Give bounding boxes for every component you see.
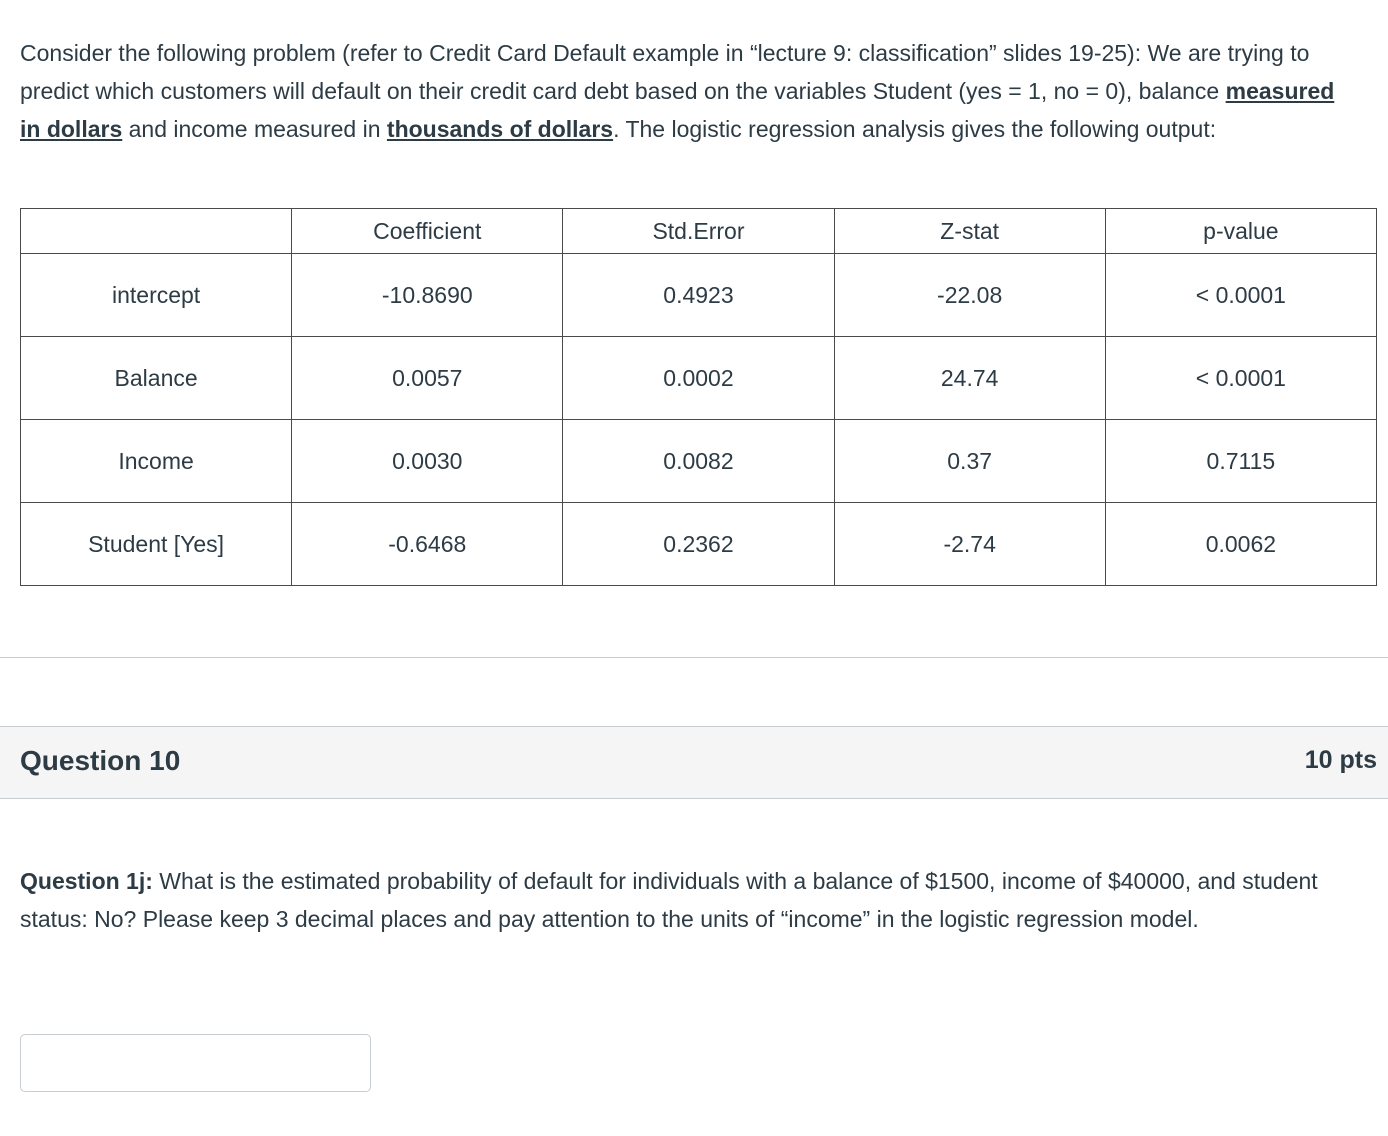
- problem-description: [20, 34, 1350, 148]
- header-cell-coefficient: Coefficient: [292, 209, 563, 254]
- row-label: Student [Yes]: [21, 503, 292, 586]
- z-stat-cell: -2.74: [834, 503, 1105, 586]
- question-label: Question 1j:: [20, 868, 153, 894]
- std-error-cell: 0.2362: [563, 503, 834, 586]
- header-cell-p-value: p-value: [1105, 209, 1376, 254]
- table-row: [21, 337, 1377, 420]
- coefficient-cell: 0.0030: [292, 420, 563, 503]
- answer-input[interactable]: [20, 1034, 371, 1092]
- intro-text-1: Consider the following problem (refer to Credit Card Default example in “lecture 9: classification” slides 19-25): We are trying to predict which customers will default on their credit card debt based on the variables Student (yes = 1, no = 0), balance: [20, 40, 1310, 104]
- z-stat-cell: -22.08: [834, 254, 1105, 337]
- header-cell-blank: [21, 209, 292, 254]
- question-title: Question 10: [20, 745, 181, 776]
- std-error-cell: 0.0002: [563, 337, 834, 420]
- intro-text-3: . The logistic regression analysis gives the following output:: [613, 116, 1217, 142]
- section-divider: [0, 657, 1388, 658]
- header-cell-z-stat: Z-stat: [834, 209, 1105, 254]
- row-label: intercept: [21, 254, 292, 337]
- intro-text-2: and income measured in: [122, 116, 387, 142]
- row-label: Income: [21, 420, 292, 503]
- p-value-cell: < 0.0001: [1105, 254, 1376, 337]
- std-error-cell: 0.0082: [563, 420, 834, 503]
- z-stat-cell: 24.74: [834, 337, 1105, 420]
- question-header: [0, 726, 1388, 799]
- regression-output-table: [20, 208, 1377, 586]
- p-value-cell: 0.7115: [1105, 420, 1376, 503]
- intro-emphasis-dollars: measured in dollars: [20, 78, 1335, 142]
- p-value-cell: < 0.0001: [1105, 337, 1376, 420]
- table-header-row: [21, 209, 1377, 254]
- coefficient-cell: -10.8690: [292, 254, 563, 337]
- question-body: What is the estimated probability of default for individuals with a balance of $1500, income of $40000, and student status: No? Please keep 3 decimal places and pay attention to the units of “income” in the logistic regression model.: [20, 868, 1318, 932]
- table-row: [21, 254, 1377, 337]
- question-points: 10 pts: [1304, 746, 1377, 774]
- coefficient-cell: 0.0057: [292, 337, 563, 420]
- z-stat-cell: 0.37: [834, 420, 1105, 503]
- std-error-cell: 0.4923: [563, 254, 834, 337]
- intro-emphasis-thousands: thousands of dollars: [386, 116, 614, 142]
- table-row: [21, 420, 1377, 503]
- header-cell-std-error: Std.Error: [563, 209, 834, 254]
- question-text: [20, 862, 1360, 938]
- row-label: Balance: [21, 337, 292, 420]
- p-value-cell: 0.0062: [1105, 503, 1376, 586]
- coefficient-cell: -0.6468: [292, 503, 563, 586]
- table-row: [21, 503, 1377, 586]
